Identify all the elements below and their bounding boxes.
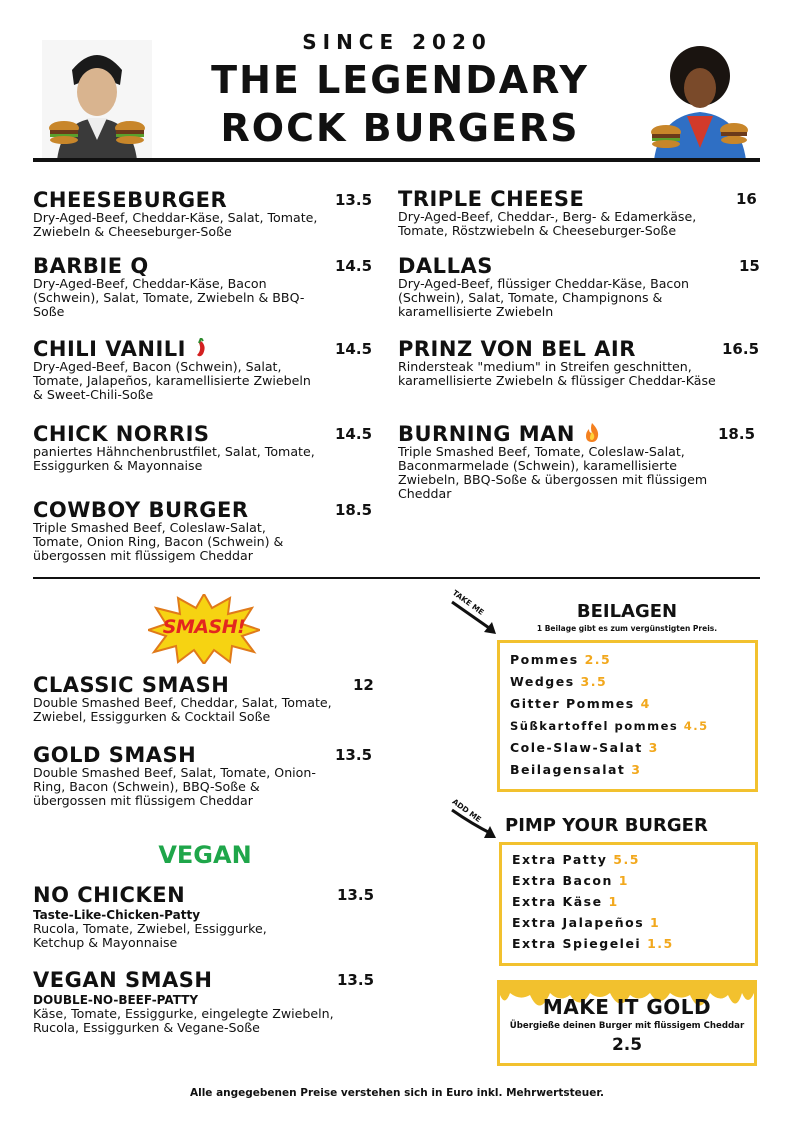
item-desc: Dry-Aged-Beef, Cheddar-, Berg- & Edamerkäse, Tomate, Röstzwiebeln & Cheeseburger-Soße (398, 209, 697, 238)
menu-item (33, 882, 373, 950)
arrow-label: TAKE ME (450, 588, 486, 617)
item-desc: Double Smashed Beef, Cheddar, Salat, Tomate, Zwiebel, Essiggurken & Cocktail Soße (33, 695, 332, 724)
chili-icon (194, 338, 208, 358)
title-line-1: THE LEGENDARY (211, 58, 589, 102)
item-desc: Triple Smashed Beef, Coleslaw-Salat, Tomate, Onion Ring, Bacon (Schwein) & übergossen mit flüssigem Cheddar (33, 520, 284, 563)
header-divider (33, 158, 760, 162)
item-price: 14.5 (335, 257, 373, 275)
menu-item (33, 742, 373, 808)
gold-heading: MAKE IT GOLD (542, 995, 712, 1019)
list-item: Beilagensalat 3 (510, 762, 642, 777)
item-price: 14.5 (335, 340, 373, 358)
item-price: 13.5 (335, 746, 373, 764)
menu-item (33, 187, 373, 239)
menu-item (33, 336, 373, 402)
item-desc: Triple Smashed Beef, Tomate, Coleslaw-Salat, Baconmarmelade (Schwein), karamellisierte Zwiebeln, BBQ-Soße & übergossen mit flüssigem Cheddar (398, 444, 708, 501)
item-price: 18.5 (335, 501, 373, 519)
list-item: Extra Spiegelei 1.5 (512, 936, 674, 951)
since-label: SINCE 2020 (302, 30, 492, 54)
title-line-2: ROCK BURGERS (220, 106, 580, 150)
footer-note: Alle angegebenen Preise verstehen sich in Euro inkl. Mehrwertsteuer. (189, 1087, 604, 1099)
item-price: 16.5 (722, 340, 760, 358)
menu-item (398, 186, 760, 238)
item-desc: Käse, Tomate, Essiggurke, eingelegte Zwiebeln, Rucola, Essiggurken & Vegane-Soße (33, 1006, 334, 1035)
item-name: GOLD SMASH (33, 743, 197, 767)
section-divider (33, 577, 760, 579)
item-desc: Rucola, Tomate, Zwiebel, Essiggurke, Ketchup & Mayonnaise (33, 921, 267, 950)
item-price: 13.5 (337, 886, 375, 904)
list-item: Wedges 3.5 (510, 674, 608, 689)
item-name: CHICK NORRIS (33, 422, 210, 446)
menu-item (398, 336, 760, 388)
menu-item (398, 253, 760, 319)
smash-badge-text: SMASH! (162, 616, 246, 638)
item-desc: Dry-Aged-Beef, Cheddar-Käse, Bacon (Schwein), Salat, Tomate, Zwiebeln & BBQ-Soße (33, 276, 305, 319)
menu-item (33, 497, 373, 563)
pimp-heading: PIMP YOUR BURGER (505, 815, 708, 836)
item-name: COWBOY BURGER (33, 498, 249, 522)
item-name: NO CHICKEN (33, 883, 186, 907)
item-desc: Dry-Aged-Beef, flüssiger Cheddar-Käse, Bacon (Schwein), Salat, Tomate, Champignons & karamellisierte Zwiebeln (398, 276, 690, 319)
list-item: Cole-Slaw-Salat 3 (510, 740, 659, 755)
item-name: VEGAN SMASH (33, 968, 213, 992)
item-price: 13.5 (337, 971, 375, 989)
item-name: CHILI VANILI (33, 337, 186, 361)
list-item: Extra Jalapeños 1 (512, 915, 661, 930)
list-item: Extra Bacon 1 (512, 873, 629, 888)
item-price: 14.5 (335, 425, 373, 443)
list-item: Gitter Pommes 4 (510, 696, 651, 711)
menu-item (33, 967, 373, 1035)
vegan-heading: VEGAN (158, 841, 252, 869)
item-price: 18.5 (718, 425, 756, 443)
list-item: Süßkartoffel pommes 4.5 (510, 719, 709, 733)
item-name: CHEESEBURGER (33, 188, 228, 212)
smash-badge (148, 594, 260, 664)
item-name: CLASSIC SMASH (33, 673, 230, 697)
burger-icon (49, 121, 79, 144)
pimp-box (499, 842, 758, 966)
item-desc: paniertes Hähnchenbrustfilet, Salat, Tomate, Essiggurken & Mayonnaise (33, 444, 315, 473)
item-price: 16 (736, 190, 757, 208)
item-desc: Rindersteak "medium" in Streifen geschnitten, karamellisierte Zwiebeln & flüssiger Cheddar-Käse (398, 359, 716, 388)
item-desc: Double Smashed Beef, Salat, Tomate, Onion-Ring, Bacon (Schwein), BBQ-Soße & übergossen mit flüssigem Cheddar (33, 765, 316, 808)
gold-price: 2.5 (611, 1035, 643, 1055)
beilagen-heading: BEILAGEN (576, 601, 678, 622)
beilagen-note: 1 Beilage gibt es zum vergünstigten Preis. (536, 624, 718, 633)
item-subtitle: DOUBLE-NO-BEEF-PATTY (33, 993, 199, 1007)
beilagen-box (497, 640, 758, 792)
item-price: 15 (739, 257, 760, 275)
item-name: DALLAS (398, 254, 493, 278)
menu-item (398, 421, 760, 501)
fire-icon (583, 423, 601, 443)
menu-item (33, 421, 373, 473)
item-name: TRIPLE CHEESE (398, 187, 585, 211)
item-name: BARBIE Q (33, 254, 149, 278)
item-name: BURNING MAN (398, 422, 575, 446)
arrow-label: ADD ME (450, 797, 483, 824)
item-name: PRINZ VON BEL AIR (398, 337, 636, 361)
list-item: Pommes 2.5 (510, 652, 612, 667)
gold-desc: Übergieße deinen Burger mit flüssigem Cheddar (509, 1021, 745, 1031)
item-desc: Dry-Aged-Beef, Cheddar-Käse, Salat, Tomate, Zwiebeln & Cheeseburger-Soße (33, 210, 318, 239)
item-price: 13.5 (335, 191, 373, 209)
item-desc: Dry-Aged-Beef, Bacon (Schwein), Salat, Tomate, Jalapeños, karamellisierte Zwiebeln & Sweet-Chili-Soße (33, 359, 311, 402)
hendrix-photo (642, 38, 752, 158)
list-item: Extra Käse 1 (512, 894, 619, 909)
item-price: 12 (353, 676, 374, 694)
gold-box (497, 980, 757, 1066)
list-item: Extra Patty 5.5 (512, 852, 640, 867)
menu-item (33, 253, 373, 319)
elvis-photo (42, 40, 152, 160)
item-subtitle: Taste-Like-Chicken-Patty (33, 908, 201, 922)
menu-item (33, 672, 373, 724)
